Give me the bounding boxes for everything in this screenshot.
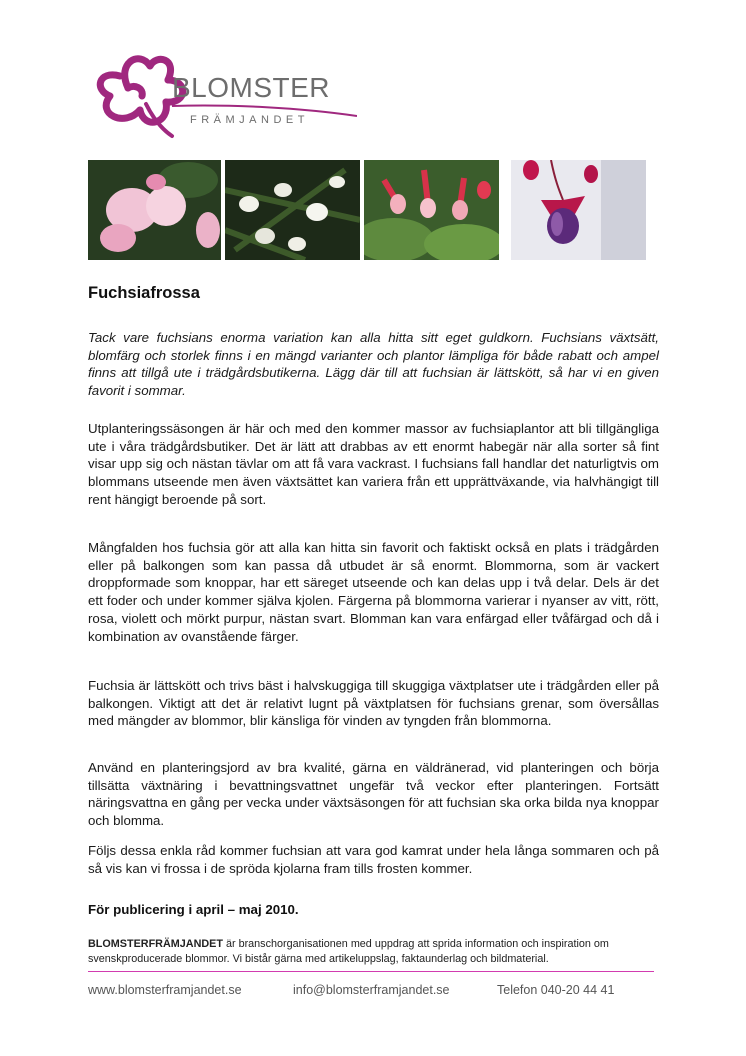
pink-fuchsia-photo: [88, 160, 221, 260]
article-intro: Tack vare fuchsians enorma variation kan alla hitta sitt eget guldkorn. Fuchsians växtsätt, blomfärg och storlek finns i en mängd varianter och plantor lämpliga för både rabatt och ampel finns att tillgå ute i trädgårdsbutikerna. Lägg där till att fuchsian är lättskött, så har vi en given favorit i sommar.: [88, 330, 659, 399]
organisation-name: BLOMSTERFRÄMJANDET: [88, 938, 223, 950]
organisation-blurb: [88, 937, 648, 967]
footer-email-link[interactable]: info@blomsterframjandet.se: [293, 983, 450, 997]
photo-strip: [88, 160, 646, 260]
footer-divider: [88, 971, 654, 972]
logo-subtitle: FRÄMJANDET: [190, 114, 309, 126]
red-fuchsia-photo: [364, 160, 499, 260]
purple-fuchsia-photo: [511, 160, 646, 260]
article-paragraph-1: Utplanteringssäsongen är här och med den kommer massor av fuchsiaplantor att bli tillgängliga ute i våra trädgårdsbutiker. Det är lätt att drabbas av ett enormt habegär när alla sorter så fint visar upp sig och nästan tävlar om att få vara vackrast. I fuchsians fall handlar det naturligtvis om blommans utseende men även växtsättet kan variera från ett upprättväxande, via halvhängigt till rent hängigt beroende på sort.: [88, 421, 659, 507]
footer-phone: Telefon 040-20 44 41: [497, 983, 615, 997]
publish-note: För publicering i april – maj 2010.: [88, 902, 299, 917]
organisation-description: är branschorganisationen med uppdrag att sprida information och inspiration om svenskproducerade blommor. Vi bistår gärna med artikeluppslag, faktaunderlag och bildmaterial.: [88, 938, 609, 965]
white-fuchsia-photo: [225, 160, 360, 260]
article-paragraph-4: Använd en planteringsjord av bra kvalité, gärna en väldränerad, vid planteringen och börja tillsätta växtnäring i bevattningsvattnet ungefär två veckor efter planteringen. Fortsätt näringsvattna en gång per vecka under växtsäsongen för att fuchsian ska orka bilda nya knoppar och blomma.: [88, 760, 659, 829]
footer-website-link[interactable]: www.blomsterframjandet.se: [88, 983, 242, 997]
article-paragraph-2: Mångfalden hos fuchsia gör att alla kan hitta sin favorit och faktiskt också en plats i trädgården eller på balkongen som kan passa då utbudet är så enormt. Blommorna, som är vackert droppformade som knoppar, har ett säreget utseende och kan delas upp i två delar. Dels är det ett foder och under kommer själva kjolen. Färgerna på blommorna varierar i nyanser av vitt, rött, rosa, violett och mörkt purpur, nästan svart. Blomman kan vara enfärgad eller tvåfärgad och då i kombination av ovanstående färger.: [88, 540, 659, 644]
article-paragraph-3: Fuchsia är lättskött och trivs bäst i halvskuggiga till skuggiga växtplatser ute i trädgården eller på balkongen. Viktigt att det är relativt lugnt på växtplatsen för fuchsians grenar, som översållas med mängder av blommor, blir känsliga för vinden av tyngden från blommorna.: [88, 678, 659, 729]
article-paragraph-5: Följs dessa enkla råd kommer fuchsian att vara god kamrat under hela långa sommaren och på så vis kan vi frossa i de spröda kjolarna fram tills frosten kommer.: [88, 843, 659, 876]
article-title: Fuchsiafrossa: [88, 284, 200, 302]
logo-wordmark: BLOMSTER: [172, 72, 331, 103]
